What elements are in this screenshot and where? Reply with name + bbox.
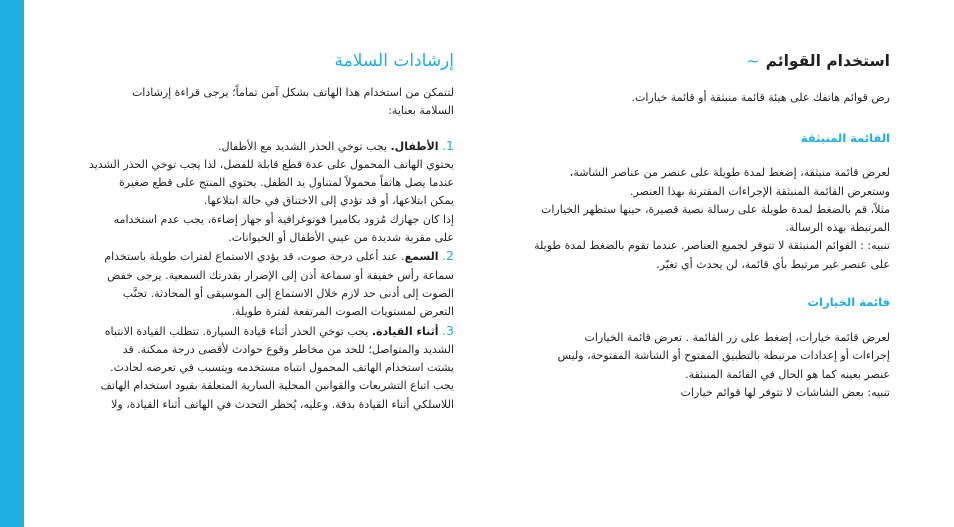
item-line: يشتت استخدام الهاتف المحمول انتباه مستخدمه ويتسبب في تعرضه لحادث. (110, 361, 454, 375)
options-menu-body (494, 329, 890, 402)
item-title: أثناء القيادة. (371, 324, 439, 338)
options-line: لعرض قائمة خيارات، إضغط على زر القائمة . تعرض قائمة الخيارات (584, 331, 890, 345)
options-menu-title: قائمة الخيارات (807, 295, 890, 310)
popup-menu-body (494, 164, 890, 274)
item-line: سماعة رأس خفيفة أو سماعة أذن إلى الإضرار بقدرتك السمعية. يرجى خفض (107, 268, 454, 282)
options-line: تنبيه: بعض الشاشات لا تتوفر لها قوائم خيارات (680, 385, 890, 399)
safety-heading: إرشادات السلامة (334, 51, 454, 71)
safety-section (76, 48, 454, 414)
safety-intro-line: السلامة بعناية: (388, 104, 454, 118)
item-line: عندما يصل هاتفاً محمولاً لمتناول يد الطفل. يحتوي المنتج على قطع صغيرة (119, 176, 454, 190)
item-first-line: . عند أعلى درجة صوت، قد يؤدي الاستماع لفترات طويلة باستخدام (104, 250, 405, 264)
tilde-icon: ~ (746, 52, 760, 70)
options-line: إجراءات أو إعدادات مرتبطة بالتطبيق المفتوح أو الشاشة المفتوحة، وليس (557, 349, 890, 363)
item-line: على مقربة شديدة من عيني الأطفال أو الحيوانات. (228, 231, 454, 245)
item-number: 2. (442, 248, 454, 264)
item-line: يمكن ابتلاعها، أو قد تؤدي إلى الاختناق في حالة ابتلاعها. (203, 194, 454, 208)
accent-bar (0, 0, 24, 527)
menus-heading-text: استخدام القوائم (765, 52, 890, 70)
popup-line: وستعرض القائمة المنبثقة الإجراءات المقترنة بهذا العنصر. (630, 184, 890, 198)
safety-item-header (76, 137, 454, 156)
safety-item-driving (76, 322, 454, 414)
options-line: عنصر بعينه كما هو الحال في القائمة المنبثقة. (685, 367, 890, 381)
popup-line: على عنصر غير مرتبط بأي قائمة، لن يحدث أي تغيّر. (656, 257, 890, 271)
menus-heading (494, 48, 890, 74)
safety-item-children (76, 137, 454, 248)
item-title: الأطفال. (390, 139, 439, 153)
item-line: إذا كان جهازك مُزود بكاميرا فوتوغرافية أو جهاز إضاءة، يجب عدم استخدامه (113, 212, 454, 226)
item-line: الشديد والمتواصل؛ للحد من مخاطر وقوع حوادث لأقصى درجة ممكنة. قد (122, 342, 454, 356)
safety-item-hearing (76, 247, 454, 321)
item-first-line: يجب توخي الحذر الشديد مع الأطفال. (218, 139, 391, 153)
item-line: يجب اتباع التشريعات والقوانين المحلية السارية المتعلقة بقيود استخدام الهاتف (100, 379, 454, 393)
popup-menu-title: القائمة المنبثقة (800, 131, 890, 146)
item-number: 3. (442, 322, 454, 338)
safety-intro (76, 84, 454, 121)
safety-item-header (76, 322, 454, 341)
popup-line: مثلاً، قم بالضغط لمدة طويلة على رسالة نصية قصيرة، حينها ستظهر الخيارات (541, 202, 890, 216)
popup-line: لعرض قائمة منبثقة، إضغط لمدة طويلة على عنصر من عناصر الشاشة، (569, 166, 890, 180)
menus-intro: رض قوائم هاتفك على هيئة قائمة منبثقة أو قائمة خيارات. (631, 91, 890, 104)
item-line: التعرض لمستويات الصوت المرتفعة لفترة طويلة. (231, 305, 454, 319)
item-first-line: يجب توخي الحذر أثناء قيادة السيارة. تتطلب القيادة الانتباه (104, 324, 372, 338)
safety-intro-line: لتتمكن من استخدام هذا الهاتف بشكل آمن تماماً؛ يرجى قراءة إرشادات (131, 86, 454, 99)
item-number: 1. (442, 137, 454, 153)
popup-line: المرتبطة بهذه الرسالة. (785, 221, 890, 235)
item-line: الصوت إلى أدنى حد لازم خلال الاستماع إلى الموسيقى أو المحادثة. تجنَّب (122, 286, 454, 300)
item-title: السمع (404, 250, 439, 264)
menus-section (494, 48, 890, 402)
item-line: يحتوي الهاتف المحمول على عدة قطع قابلة للفصل، لذا يجب توخي الحذر الشديد (89, 157, 454, 171)
safety-item-header (76, 247, 454, 266)
popup-line: تنبيه: : القوائم المنبثقة لا تتوفر لجميع العناصر. عندما تقوم بالضغط لمدة طويلة (534, 239, 890, 253)
item-line: اللاسلكي أثناء القيادة بدقة. وعليه، يُحظر التحدث في الهاتف أثناء القيادة، ولا (111, 397, 454, 411)
